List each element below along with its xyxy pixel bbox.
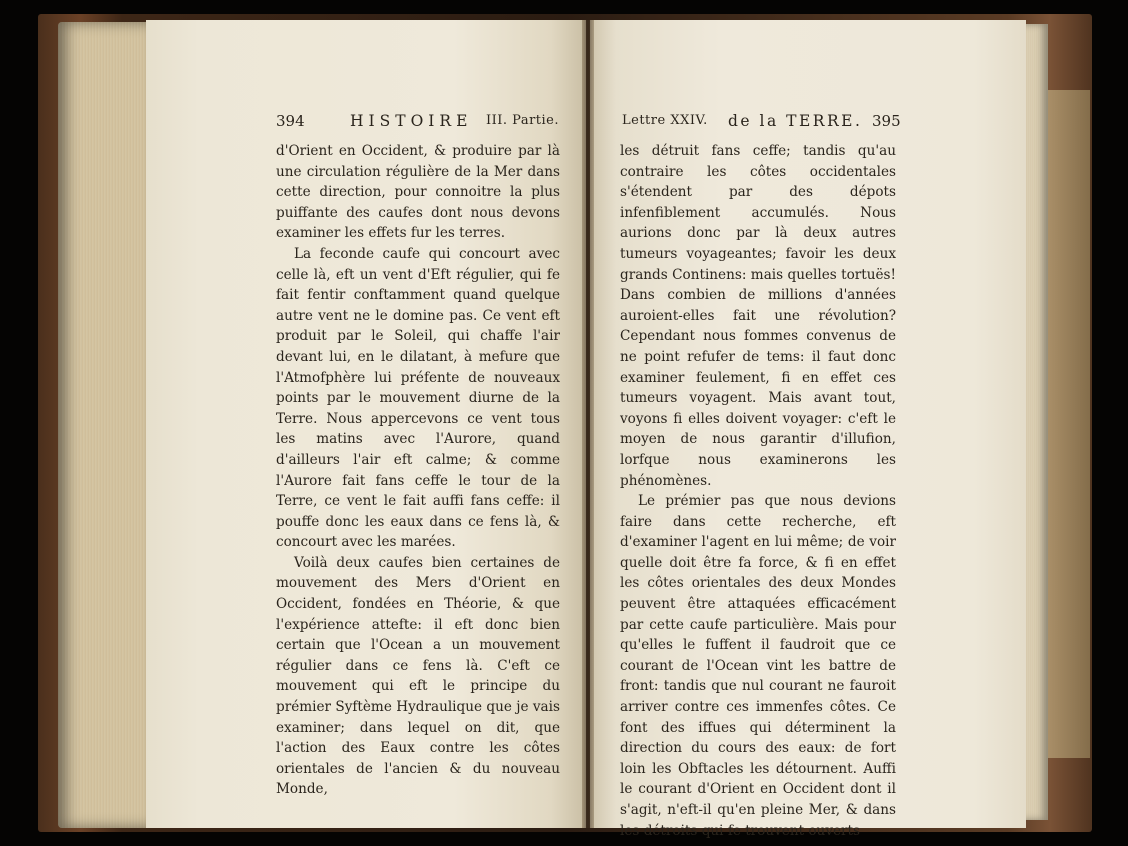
right-header-letter: Lettre XXIV. <box>622 113 708 128</box>
left-running-header <box>276 112 566 136</box>
left-paragraph-2: La feconde caufe qui concourt avec celle là, eft un vent d'Eft régulier, qui fe fait fentir conftamment quand quelque autre vent ne le domine pas. Ce vent eft produit par le Soleil, qui chaffe l'air devant lui, en le dilatant, à mefure que l'Atmofphère lui préfente de nouveaux points par le mouvement diurne de la Terre. Nous appercevons ce vent tous les matins avec l'Aurore, quand d'ailleurs l'air eft calme; & comme l'Aurore fait fans ceffe le tour de la Terre, ce vent le fait auffi fans ceffe: il pouffe donc les eaux dans ce fens là, & concourt avec les marées. <box>276 245 560 551</box>
right-page-text <box>620 141 896 841</box>
right-paragraph-2: Le prémier pas que nous devions faire dans cette recherche, eft d'examiner l'agent en lui même; de voir quelle doit être fa force, & fi en effet les côtes orientales des deux Mondes peuvent être attaquées efficacément par cette caufe particulière. Mais pour qu'elles le fuffent il faudroit que ce courant de l'Ocean vint les battre de front: tandis que nul courant ne fauroit arriver contre ces immenfes côtes. Ce font des iffues qui déterminent la direction du cours des eaux: de fort loin les Obftacles les détournent. Auffi le courant d'Orient en Occident dont il s'agit, n'eft-il qu'en pleine Mer, & dans les détroits qui fe trouvent ouverts <box>620 493 896 839</box>
left-header-title: HISTOIRE <box>350 112 473 130</box>
left-paragraph-1: d'Orient en Occident, & produire par là une circulation régulière de la Mer dans cette direction, pour connoitre la plus puiffante des caufes dont nous devons examiner les effets fur les terres. <box>276 143 560 242</box>
right-running-header <box>622 112 904 136</box>
right-header-title: de la TERRE. <box>728 112 863 130</box>
left-page-stack <box>58 22 148 828</box>
left-page-text <box>276 141 560 800</box>
book-gutter <box>582 20 594 828</box>
left-header-part: III. Partie. <box>486 113 560 128</box>
cover-paper-edge <box>1046 90 1090 758</box>
right-paragraph-1: les détruit fans ceffe; tandis qu'au contraire les côtes occidentales s'étendent par des dépots infenfiblement accumulés. Nous aurions donc par là deux autres tumeurs voyageantes; favoir les deux grands Continens: mais quelles tortuës! Dans combien de millions d'années auroient-elles fait une révolution? Cependant nous fommes convenus de ne point refufer de tems: il faut donc examiner feulement, fi en effet ces tumeurs voyagent. Mais avant tout, voyons fi elles doivent voyager: c'eft le moyen de nous garantir d'illufion, lorfque nous examinerons les phénomènes. <box>620 143 896 489</box>
right-page-number: 395 <box>872 112 901 130</box>
left-paragraph-3: Voilà deux caufes bien certaines de mouvement des Mers d'Orient en Occident, fondées en Théorie, & que l'expérience attefte: il eft donc bien certain que l'Ocean a un mouvement régulier dans ce fens là. C'eft ce mouvement qui eft le principe du prémier Syftème Hydraulique que je vais examiner; dans lequel on dit, que l'action des Eaux contre les côtes orientales de l'ancien & du nouveau Monde, <box>276 554 560 798</box>
left-page-number: 394 <box>276 112 305 130</box>
